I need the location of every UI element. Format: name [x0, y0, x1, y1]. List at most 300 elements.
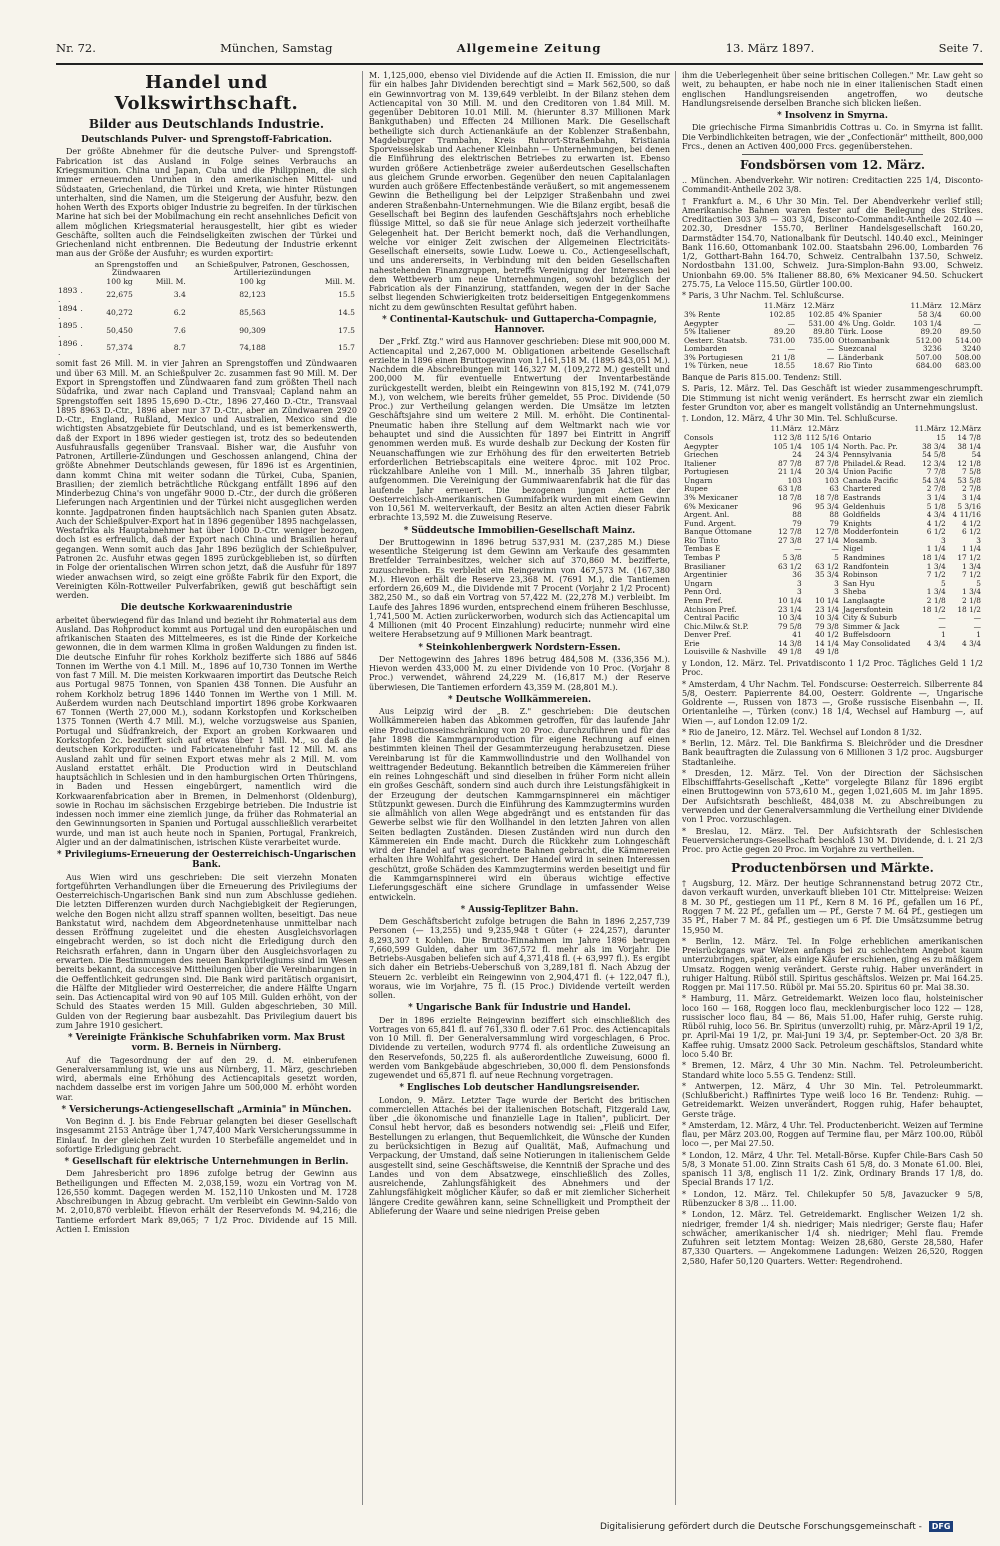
table-cell: —	[973, 318, 981, 328]
table-header: 11.März	[910, 301, 942, 311]
table-cell: Ottomanbank	[838, 335, 890, 345]
table-cell: 12 3/4	[922, 458, 946, 468]
table-cell: 53 5/8	[957, 475, 981, 485]
market-report: * London, 12. März. Tel. Chilekupfer 50 5/8, Javazucker 9 5/8, Rübenzucker 8 3/8 ... 11.00.	[682, 1189, 983, 1208]
table-cell: 79	[792, 518, 802, 528]
divider	[742, 154, 923, 155]
table-cell: 5 3/8	[782, 553, 802, 563]
table-cell: 89.20	[920, 327, 942, 337]
table-cell: 684.00	[915, 361, 942, 371]
article-paragraph: somit fast 26 Mill. M. in vier Jahren an Sprengstoffen und Zündwaaren und über 63 Mill. M. an Schießpulver 2c. zusammen fast 90 Mill. M. Der Export in Sprengstoffen und Zündwaaren fand zum größten Theil nach Südafrika, und zwar nach Capland und Transvaal; Capland nahm an Sprengstoffen seit 1895 15,690 D.-Ctr., 1896 27,460 D.-Ctr., Transvaal 1895 8963 D.-Ctr., 1896 aber nur 37 D.-Ctr., aber an Zündwaaren 2920 D.-Ctr., England, Rußland, Mexico und Australien, Mexico sind die wichtigsten Absatzgebiete für Deutschland, und es ist bemerkenswerth, daß der Export in 1896 wieder gestiegen ist, trotz des so bedeutenden Ausfuhrausfalls gegenüber Transvaal. Bisher war, die Ausfuhr von Patronen, Artillerie-Zündungen und Geschossen anlangend, China der größte Abnehmer Deutschlands gewesen, für 1896 ist es Argentinien, dann kommt China mit weiter sodann die Türkei, Cuba, Spanien, Brasilien; der ziemlich beträchtliche Rückgang entfällt 1896 auf den Minderbezug China's von ungefähr 9000 D.-Ctr., der durch die größeren Lieferungen nach Argentinien und der Türkei nicht ausgeglichen werden konnte. Jagdpatronen finden hauptsächlich nach Spanien guten Absatz. Auch der Schießpulver-Export hat in 1896 gegenüber 1895 nachgelassen, Westafrika als Hauptabnehmer hat über 1000 D.-Ctr. weniger bezogen, doch ist es erfreulich, daß der Export nach China und Brasilien herauf gegangen. Wenn somit auch das Jahr 1896 bezüglich der Schießpulver, Patronen 2c. Ausfuhr etwas gegen 1895 zurückgeblieben ist, so dürften in Folge der orientalischen Wirren schon jetzt, daß die Ausfuhr für 1897 wieder anwachsen wird, so zeigt eine größte Fabrik für den Export, die Vereinigten Köln-Rottweiler Pulverfabriken, gewiß gut beschäftigt sein werden.	[56, 359, 357, 601]
table-cell: —	[938, 613, 946, 623]
table-cell: 1 1/4	[926, 544, 946, 554]
table-cell: 87 7/8	[815, 458, 839, 468]
table-cell: 18 1/4	[922, 553, 946, 563]
article-paragraph: ihm die Ueberlegenheit über seine britischen Collegen." Mr. Law geht so weit, zu behaupten, er habe noch nie in einer italienischen Stadt einen englischen Handlungsreisenden angetroffen, wo deutsche Handlungsreisende derselben Branche sich blicken ließen.	[682, 71, 983, 108]
table-cell: 12 7/8	[815, 527, 839, 537]
table-cell: Goldfields	[842, 510, 881, 520]
table-cell: 14 3/8	[778, 638, 802, 648]
table-cell: 105 1/4	[773, 441, 802, 451]
table-cell: 10 1/4	[815, 595, 839, 605]
table-cell: 38 1/4	[957, 441, 981, 451]
article-title: * Süddeutsche Immobilien-Gesellschaft Mainz.	[403, 525, 636, 536]
table-row	[56, 305, 357, 323]
table-cell: 8.7	[173, 343, 186, 353]
table-cell: 1 3/4	[962, 561, 981, 571]
table-cell: Langlaagte	[842, 595, 885, 605]
table-cell: Consols	[684, 432, 714, 442]
table-cell: Penn Ord.	[684, 587, 722, 597]
table-cell: 1 3/4	[926, 561, 946, 571]
article-title: * Steinkohlenbergwerk Nordstern-Essen.	[418, 642, 621, 653]
table-cell: 1	[976, 630, 981, 640]
table-cell: 1% Türken, neue	[684, 361, 748, 371]
table-cell: 3% Mexicaner	[684, 493, 738, 502]
table-cell: 27 1/4	[815, 535, 839, 545]
table-cell: 6.2	[173, 308, 186, 318]
table-cell: 54 3/4	[922, 475, 946, 485]
table-cell: 2 1/8	[962, 595, 981, 605]
table-cell: —	[938, 621, 946, 631]
article-paragraph: Der „Frkf. Ztg." wird aus Hannover geschrieben: Diese mit 900,000 M. Actiencapital und 2,267,000 M. Obligationen arbeitende Gesellschaft erzielte in 1896 einen Bruttogewinn von 1,161,518 M. (1895 843,051 M.). Nachdem die Abschreibungen mit 146,327 M. (109,272 M.) gestellt und 200,000 M. für eventuelle Entwertung der Inventarbestände zurückgestellt werden, bleibt ein Reingewinn von 815,192 M. (741,079 M.), von welchem, wie bereits früher gemeldet, 55 Proc. Dividende (50 Proc.) zur Vertheilung gelangen werden. Die Umsätze im letzten Geschäftsjahre sind um weitere 2 Mill. M. erhöht. Die Continental-Pneumatic haben ihre Stellung auf dem Weltmarkt nach wie vor behauptet und sind die Aussichten für 1897 bei Eintritt in Angriff genommen werden muß. Es wurde deshalb zur Deckung der Kosten für Neuanschaffungen wie zur Erhöhung des für den erweiterten Betrieb erforderlichen Betriebscapitals eine weitere 4proc. mit 102 Proc. rückzahlbare Anleihe von 1 Mill. M., innerhalb 35 Jahren tilgbar, aufgenommen. Die Vereinigung der Gummiwaarenfabrik hat die für das laufende Jahr erneuert. Die bezogenen jungen Actien der Oesterreichisch-Amerikanischen Gummifabrik wurden mit einem Gewinn von 10,561 M. weiterverkauft, der Besitz an alten Actien dieser Fabrik erbrachte 13,592 M. die Zuweisung Reserve.	[369, 337, 670, 523]
table-cell: Argentinier	[684, 570, 728, 580]
table-cell: 10 3/4	[815, 613, 839, 623]
market-report: †. London, 12. März, 4 Uhr 30 Min. Tel. Schlußcurse.	[682, 414, 898, 424]
table-cell: 3	[796, 578, 802, 588]
table-cell: 74,188	[239, 343, 266, 353]
column-3	[682, 71, 983, 1505]
table-cell: 95 3/4	[815, 501, 839, 511]
table-row	[56, 322, 357, 340]
market-report: * Rio de Janeiro, 12. März. Tel. Wechsel auf London 8 1/32.	[682, 727, 922, 737]
table-cell: 10 1/4	[778, 595, 802, 605]
table-header: 12.März	[949, 424, 981, 434]
paris-quotes-table	[682, 302, 983, 371]
market-report: * Hamburg, 11. März. Getreidemarkt. Weizen loco flau, holsteinischer loco 160 — 168, Roggen loco flau, mecklenburgischer loco 122 — 128, russischer loco flau, 84 — 86, Mais 51.00, Hafer ruhig, Gerste ruhig. Rüböl ruhig, loco 56. Br. Spiritus (unverzollt) ruhig, pr. März-April 19 1/2, pr. April-Mai 19 1/2, pr. Mai-Juni 19 3/4, pr. September-Oct. 20 3/8 Br. Kaffee ruhig. Umsatz 2000 Sack. Petroleum geschäftslos, Standard white loco 5.40 Br.	[682, 994, 983, 1059]
table-cell: 1	[941, 630, 946, 640]
table-cell: Oesterr. Staatsb.	[684, 335, 748, 345]
table-cell: 96	[792, 501, 802, 511]
article-paragraph: Der in 1896 erzielte Reingewinn beziffert sich einschließlich des Vortrages von 65,841 fl. auf 761,330 fl. oder 7.61 Proc. des Actiencapitals von 10 Mill. fl. Der Generalversammlung wird vorgeschlagen, 6 Proc. Dividende zu verteilen, wodurch 9774 fl. als ordentliche Zuweisung an den Reservefonds, 50,225 fl. als außerordentliche Zuweisung, 6000 fl. werden vom Bankgebäude abgeschrieben, 30,000 fl. dem Pensionsfonds zugewendet und 65,871 fl. auf neue Rechnung vorgetragen.	[369, 1015, 670, 1081]
table-cell: Suezcanal	[838, 344, 877, 354]
article-paragraph: Von Beginn d. J. bis Ende Februar gelangten bei dieser Gesellschaft insgesammt 2153 Anträge über 1,747,400 Mark Versicherungssumme in Einlauf. In der gleichen Zeit wurden 10 Sterbefälle angemeldet und in sofortige Erledigung gebracht.	[56, 1117, 357, 1154]
article-paragraph: Der Bruttogewinn in 1896 betrug 537,931 M. (237,285 M.) Diese wesentliche Steigerung ist dem Gewinn am Verkaufe des gesammten Bretfelder Terrainbesitzes, welcher sich auf 370,860 M. bezifferte, zuzuschreiben. Es verbleibt ein Reingewinn von 467,573 M. (167,380 M.). Hievon erhält die Reserve 23,368 M. (7691 M.), die Tantiemen erfordern 26,609 M., die Dividende mit 7 Procent (Vorjahr 2 1/2 Procent) 382,250 M., so daß ein Vortrag von 57,422 M. (22,278 M.) verbleibt. Im Laufe des Jahres 1896 wurden, entsprechend einem früheren Beschlusse, 1,741,500 M. Actien zurückerworben, wodurch sich das Actiencapital um 4 Millionen (mit 40 Procent Einzahlung) reducirte; nunmehr wird eine weitere Herabsetzung auf 9 Millionen Mark beantragt.	[369, 537, 670, 640]
table-cell: 2 7/8	[926, 484, 946, 494]
table-cell: Griechen	[684, 450, 719, 460]
article-paragraph: arbeitet überwiegend für das Inland und bezieht ihr Rohmaterial aus dem Ausland. Das Rohproduct kommt aus Portugal und den europäischen und afrikanischen Staaten des Mittelmeeres, es ist die Rinde der Korkeiche gewonnen, die in dem warmen Klima in großen Waldungen zu finden ist. Die deutsche Einfuhr für rohes Korkholz bezifferte sich 1886 auf 5846 Tonnen im Werthe von 4.1 Mill. M., 1896 auf 10,730 Tonnen im Werthe von fast 7 Mill. M. Die meisten Korkwaaren importirt das Deutsche Reich aus Portugal 9875 Tonnen, von Spanien 438 Tonnen. Die Ausfuhr an rohem Korkholz betrug 1896 1440 Tonnen im Werthe von 1 Mill. M. Außerdem wurden nach Deutschland importirt 1896 grobe Korkwaaren 67 Tonnen (Werth 27,000 M.), sodann Korkstopfen und Korkscheiben 1375 Tonnen (Werth 4.7 Mill. M.), welche vorzugsweise aus Spanien, Portugal und Südfrankreich, der Export an groben Korkwaaren und Korkstopfen 2c. beziffert sich auf etwas über 1 Mill. M., so daß die deutschen Korkproducten- und Fabricateneinfuhr fast 12 Mill. M. ans Ausland zahlt und für seinen Export etwas mehr als 2 Mill. M. vom Ausland erstattet erhält. Die Production wird in Deutschland hauptsächlich in Schlesien und in den hamburgischen Orten Thüringens, in Baden und Hessen eingebürgert, namentlich wird die Korkwaarenfabrication aber in Bremen, in Delmenhorst (Oldenburg), sowie in Rochau im sächsischen Erzgebirge betrieben. Die Industrie ist indessen noch immer eine ziemlich junge, da früher das Rohmaterial an den Gewinnungsorten in Spanien und Portugal ausschließlich verarbeitet wurde, und man ist auch heute noch in Spanien, Portugal, Frankreich, Algier und an der dalmatinischen, istrischen Küste verarbeitet wurde.	[56, 615, 357, 847]
market-report: Banque de Paris 815.00. Tendenz: Still.	[682, 373, 842, 383]
table-cell: 3	[976, 535, 981, 545]
table-row	[682, 362, 983, 371]
table-cell: 3	[834, 587, 839, 597]
table-cell: 3% Portugiesen	[684, 352, 743, 362]
table-header: an Schießpulver, Patronen, Geschossen, Artilleriezündungen	[195, 259, 350, 278]
table-cell: Sheba	[842, 587, 867, 597]
table-cell: 35 3/4	[815, 570, 839, 580]
table-cell: 507.00	[915, 352, 942, 362]
table-cell: Nigel	[842, 544, 864, 554]
export-table	[56, 261, 357, 358]
table-cell: 508.00	[955, 352, 981, 362]
page-number: Seite 7.	[938, 41, 983, 55]
table-cell: 60.00	[959, 310, 981, 319]
table-cell: Türk. Loose	[838, 327, 883, 337]
city-day: München, Samstag	[220, 41, 333, 55]
table-header: an Sprengstoffen und Zündwaaren	[94, 259, 178, 278]
table-cell: 17 1/2	[957, 553, 981, 563]
table-cell: 79 5/8	[778, 621, 802, 631]
table-cell: 2 7/8	[962, 484, 981, 494]
table-cell: Ontario	[842, 432, 872, 442]
article-paragraph: Die griechische Firma Simanbridis Cottras u. Co. in Smyrna ist fallit. Die Verbindlichkeiten betragen, wie der „Confectionär" mittheilt, 800,000 Frcs., denen an Activen 400,000 Frcs. gegenüberstehen.	[682, 123, 983, 151]
table-header: 12.März	[803, 301, 835, 311]
table-cell: 88	[792, 510, 802, 520]
table-unit: Mill. M.	[324, 277, 355, 287]
credit-text: Digitalisierung gefördert durch die Deutsche Forschungsgemeinschaft -	[600, 1522, 922, 1532]
market-report: y London, 12. März. Tel. Privatdisconto 1 1/2 Proc. Tägliches Geld 1 1/2 Proc.	[682, 658, 983, 678]
table-cell: 4 11/16	[952, 510, 981, 520]
table-cell: 27 3/8	[778, 535, 802, 545]
article-title: Deutschlands Pulver- und Sprengstoff-Fabrication.	[81, 135, 332, 146]
table-cell: 102.85	[808, 310, 835, 319]
table-unit: 100 kg	[239, 277, 266, 287]
table-cell: 514.00	[955, 335, 981, 345]
table-cell	[841, 648, 913, 657]
table-cell: 5% Italiener	[684, 327, 731, 337]
table-cell: 1895 . .	[58, 321, 83, 340]
table-cell: 87 7/8	[778, 458, 802, 468]
table-cell: 7.6	[173, 325, 186, 335]
table-cell	[913, 648, 948, 657]
table-cell: 3	[796, 587, 802, 597]
table-cell: 40,272	[106, 308, 133, 318]
table-cell: 6 1/2	[926, 527, 946, 537]
table-cell: Rio Tinto	[684, 535, 719, 545]
table-cell: Penn Pref.	[684, 595, 723, 605]
article-title: * Insolvenz in Smyrna.	[777, 111, 888, 122]
table-cell: 1896 . .	[58, 338, 83, 357]
issue-date: 13. März 1897.	[725, 41, 815, 55]
table-cell: Jagersfontein	[842, 604, 894, 614]
table-header: 12.März	[949, 301, 981, 311]
table-cell: 735.00	[808, 335, 835, 345]
market-report: † Augsburg, 12. März. Der heutige Schrannenstand betrug 2072 Ctr., davon verkauft wurden, unverkauft blieben 101 Ctr. Mittelpreise: Weizen 8 M. 30 Pf., gestiegen um 11 Pf., Kern 8 M. 16 Pf., gefallen um 16 Pf., Roggen 7 M. 22 Pf., gefallen um — Pf., Gerste 7 M. 64 Pf., gestiegen um 35 Pf., Haber 7 M. 84 Pf., gestiegen um 6 Pf. Die Umsätzsumme betrug 15,950 M.	[682, 879, 983, 935]
table-cell: 7 1/2	[926, 570, 946, 580]
table-cell: 103	[787, 475, 802, 485]
market-report: * Berlin, 12. März. Tel. In Folge erheblichen amerikanischen Preisrückgangs war Weizen anfangs bei zu schlechtem Angebot kaum unterzubringen, später, als einige Käufer erschienen, ging es zu mäßigem Umsatz. Roggen wenig verändert. Gerste ruhig. Haber unverändert in ruhiger Haltung. Rüböl still. Spiritus geschäftslos. Weizen pr. Mai 164.25. Roggen pr. Mai 117.50. Rüböl pr. Mai 55.20. Spiritus 60 pr. Mai 38.30.	[682, 936, 983, 993]
table-cell: 3 1/4	[926, 493, 946, 502]
table-cell: 15	[936, 432, 946, 442]
column-2	[369, 71, 676, 1505]
table-cell: 88	[829, 510, 839, 520]
table-cell: Tembas E	[684, 544, 721, 554]
article-paragraph: Der Nettogewinn des Jahres 1896 betrug 484,508 M. (336,356 M.). Hievon werden 433,000 M. zu einer Dividende von 10 Proc. (Vorjahr 8 Proc.) verwendet, während 24,229 M. (16,817 M.) der Reserve überwiesen, Die Tantiemen erfordern 43,359 M. (28,801 M.).	[369, 654, 670, 692]
table-cell: Knights	[842, 518, 872, 528]
table-cell: 18 1/2	[922, 604, 946, 614]
table-cell: Atchison Pref.	[684, 604, 737, 614]
dfg-logo: DFG	[929, 1521, 954, 1532]
article-paragraph: Der größte Abnehmer für die deutsche Pulver- und Sprengstoff-Fabrication ist das Ausland in Folge seines Verbrauchs an Kriegsmunition. China und Japan, Cuba und die Philippinen, die sich immer erneuernden Unruhen in den amerikanischen Mittel- und Südstaaten, Griechenland, die Türkei und Kreta, wie hinter Rüstungen unterhalten, sind die Namen, um die Steigerung der Ausfuhr, bezw. den hohen Werth des Exports obiger Industrie zu begreifen. In der türkischen Marine hat sich bei der Mobilmachung ein recht ansehnliches Deficit von allem möglichen Kriegsmaterial herausgestellt, hier gibt es wieder Geschäfte, sollten auch die Feindseligkeiten zwischen der Türkei und Griechenland nicht entbrennen. Die Bedeutung der Industrie erkennt man aus der Größe der Ausfuhr; es wurden exportirt:	[56, 147, 357, 259]
table-unit: 100 kg	[106, 277, 133, 287]
market-report: * London, 12. März, 4 Uhr. Tel. Metall-Börse. Kupfer Chile-Bars Cash 50 5/8, 3 Monate 51.00. Zinn Straits Cash 61 5/8, do. 3 Monate 61.00. Blei, spanisch 11 3/8, englisch 11 1/2. Zink, Ordinary Brands 17 1/8, do. Special Brands 17 1/2.	[682, 1150, 983, 1188]
table-cell: 12 7/8	[778, 527, 802, 537]
table-cell: Central Pacific	[684, 613, 740, 623]
table-cell: Simmer & Jack	[842, 621, 900, 631]
table-cell: —	[831, 544, 839, 554]
table-cell: 82,123	[239, 290, 266, 300]
table-cell: Brasilianer	[684, 561, 726, 571]
article-title: * Ungarische Bank für Industrie und Handel.	[408, 1003, 631, 1014]
digitization-credit	[600, 1521, 953, 1532]
table-cell: 36	[792, 570, 802, 580]
table-cell: 89.20	[773, 327, 796, 337]
masthead: Allgemeine Zeitung	[456, 41, 602, 55]
table-header: 11.März	[763, 301, 796, 311]
table-cell: Philadel.& Read.	[842, 458, 906, 468]
table-cell: 7 5/8	[962, 467, 981, 477]
page-header	[56, 41, 983, 65]
table-cell: Ungarn	[684, 475, 713, 485]
table-cell: 4 3/4	[926, 510, 946, 520]
article-title: * Continental-Kautschuk- und Guttapercha-Compagnie, Hannover.	[382, 314, 657, 336]
table-cell: 54 5/8	[922, 450, 946, 460]
table-cell: Aegypter	[684, 318, 719, 328]
table-cell: 1 3/4	[926, 587, 946, 597]
table-cell: 4 3/4	[926, 638, 946, 648]
table-cell: 24 3/4	[815, 450, 839, 460]
article-title: * Gesellschaft für elektrische Unternehmungen in Berlin.	[64, 1157, 349, 1168]
table-cell: 63	[829, 484, 839, 494]
market-report: .. München. Abendverkehr. Wir notiren: Creditactien 225 1/4, Disconto-Commandit-Antheile 202 3/8.	[682, 175, 983, 195]
table-cell: Länderbank	[838, 352, 884, 362]
table-cell: 1 3/4	[962, 587, 981, 597]
table-cell: 4% Spanier	[838, 310, 882, 319]
table-cell: —	[787, 318, 796, 328]
table-cell: 18 7/8	[778, 493, 802, 502]
table-cell: 18.55	[773, 361, 796, 371]
table-cell: 79 3/8	[815, 621, 839, 631]
table-cell: May Consolidated	[842, 638, 911, 648]
table-cell: 5	[834, 553, 839, 563]
table-cell: Buffelsdoorn	[842, 630, 891, 640]
table-cell: 23 1/4	[815, 604, 839, 614]
table-cell: 23 1/4	[778, 604, 802, 614]
table-cell: 3% Rente	[684, 310, 721, 319]
table-cell: 58 3/4	[918, 310, 942, 319]
table-cell: 20 3/4	[815, 467, 839, 477]
table-cell	[948, 648, 983, 657]
table-row	[682, 648, 983, 657]
table-cell: Portugiesen	[684, 467, 729, 477]
table-cell: Aegypter	[684, 441, 719, 451]
table-cell: 12 1/8	[957, 458, 981, 468]
table-unit: Mill. M.	[155, 277, 186, 287]
market-report: * Paris, 3 Uhr Nachm. Tel. Schlußcurse.	[682, 291, 844, 301]
table-cell: 14 7/8	[957, 432, 981, 442]
table-cell: —	[973, 621, 981, 631]
newspaper-page	[56, 41, 983, 1507]
table-cell: 4 1/2	[926, 518, 946, 528]
table-cell: Union Pacific	[842, 467, 893, 477]
table-cell: 112 3/8	[773, 432, 802, 442]
table-cell: 17.5	[338, 325, 355, 335]
table-cell: 63 1/2	[815, 561, 839, 571]
table-cell: Ungarn	[684, 578, 713, 588]
table-cell: 63 1/8	[778, 484, 802, 494]
table-cell: 7 1/2	[962, 570, 981, 580]
table-cell: 6% Mexicaner	[684, 501, 738, 511]
table-cell: 18.67	[813, 361, 835, 371]
table-cell: 22,675	[106, 290, 133, 300]
table-cell: 683.00	[955, 361, 981, 371]
table-cell: —	[826, 344, 835, 354]
article-title: * Vereinigte Fränkische Schuhfabriken vorm. Max Brust vorm. B. Berneis in Nürnberg.	[67, 1033, 345, 1054]
table-cell: 5	[941, 578, 946, 588]
table-cell: Lombarden	[684, 344, 727, 354]
table-row	[56, 340, 357, 358]
divider	[742, 857, 923, 858]
table-cell: Geldenhuis	[842, 501, 885, 511]
article-title: * Englisches Lob deutscher Handlungsreisender.	[399, 1083, 640, 1094]
market-report: * Bremen, 12. März, 4 Uhr 30 Min. Nachm. Tel. Petroleumbericht. Standard white loco 5.55 G. Tendenz: Still.	[682, 1061, 983, 1080]
table-cell: 731.00	[769, 335, 796, 345]
table-cell: 512.00	[915, 335, 942, 345]
table-cell: 102.85	[769, 310, 796, 319]
table-cell: Robinson	[842, 570, 878, 580]
market-report: * Breslau, 12. März. Tel. Der Aufsichtsrath der Schlesischen Feuerversicherungs-Gesellschaft beschloß 130 M. Dividende, d. i. 21 2/3 Proc. pro Actie gegen 20 Proc. im Vorjahre zu vertheilen.	[682, 826, 983, 855]
table-cell: 3240	[962, 344, 981, 354]
table-cell: 89.50	[959, 327, 981, 337]
article-paragraph: Aus Leipzig wird der „B. Z." geschrieben: Die deutschen Wollkämmereien haben das Abkommen getroffen, für das laufende Jahr eine Productionseinschränkung von 20 Proc. durchzuführen und für das Jahr 1898 die Kammgarnproduction für eigene Rechnung auf einen bestimmten kleinen Theil der Gesammterzeugung herabzusetzen. Diese Vereinbarung ist für die Kammwollindustrie und den Wollhandel von weittragender Bedeutung. Bekanntlich betreiben die Kämmereien früher ein reines Lohngeschäft und sind dieselben in früher Form nicht allein ein großes Geschäft, sondern sind auch durch ihre Leistungsfähigkeit in der Erzeugung der deutschen Kammgarnspinnerei ein mächtiger Stützpunkt gewesen. Durch die Einführung des Kammzugtermins wurden sie allmählich von allen Wege abgedrängt und es entstanden für das Gewerbe selbst wie für den Wollhandel in den letzten Jahren von allen Seiten bedlagten Zuständen. Diesen Zuständen wird nun durch den Kämmereien ein Ende macht. Durch die Rückkehr zum Lohngeschäft wird der Handel auf was geordnete Bahnen gebracht, die Kämmereien erhalten ihre Wohlfahrt gesichert. Der Handel wird in seinen Interessen geschützt, große Schäden des Kammzugtermins werden beseitigt und für die Kammgarnspinnerei wird ein überaus wichtige effective Lieferungsgeschäft eine sichere Grundlage in umfassender Weise entwickeln.	[369, 707, 670, 902]
market-report: * Amsterdam, 12. März, 4 Uhr. Tel. Productenbericht. Weizen auf Termine flau, per März 203.00, Roggen auf Termine flau, per März 100.00, Rüböl loco —, per Mai 27.50.	[682, 1120, 983, 1149]
table-cell: Tembas P	[684, 553, 720, 563]
table-cell: Rupee	[684, 484, 708, 494]
table-cell: 1 1/4	[962, 544, 981, 554]
table-cell: 18 7/8	[815, 493, 839, 502]
section-title: Handel und Volkswirthschaft.	[114, 72, 299, 114]
table-cell: 85,563	[239, 308, 266, 318]
table-cell: —	[826, 352, 835, 362]
market-report: * London, 12. März. Tel. Getreidemarkt. Englischer Weizen 1/2 sh. niedriger, fremder 1/4 sh. niedriger; Mais niedriger; Gerste flau; Hafer schwächer, amerikanischer 1/4 sh. niedriger; Mehl flau. Fremde Zufuhren seit letztem Montag: Weizen 28,680, Gerste 28,580, Hafer 87,330 Quarters. — Angekommene Ladungen: Weizen 26,520, Roggen 2,580, Hafer 50,120 Quarters. Wetter: Regendrohend.	[682, 1210, 983, 1266]
table-cell: 10 3/4	[778, 613, 802, 623]
table-cell: Modderfontein	[842, 527, 899, 537]
table-cell: Canada Pacific	[842, 475, 899, 485]
table-cell: 3 1/4	[962, 493, 981, 502]
table-cell: 14.5	[338, 308, 355, 318]
table-cell: Denver Pref.	[684, 630, 732, 640]
table-row	[56, 287, 357, 305]
table-cell: 24	[792, 450, 802, 460]
table-cell: Rio Tinto	[838, 361, 873, 371]
table-cell: 89.80	[813, 327, 835, 337]
table-cell: 4 3/4	[962, 638, 981, 648]
table-cell: 41	[792, 630, 802, 640]
table-cell: Randfontein	[842, 561, 889, 571]
table-cell: 14 1/4	[815, 638, 839, 648]
table-cell: 90,309	[239, 325, 266, 335]
table-cell: —	[787, 344, 796, 354]
market-report: * Amsterdam, 4 Uhr Nachm. Tel. Fondscurse: Oesterreich. Silberrente 84 5/8, Oesterr. Papierrente 84.00, Oesterr. Goldrente —, Ungarische Goldrente —, Russen von 1873 —, Große russische Eisenbahn —, II. Orientanleihe —, Türken (conv.) 18 1/4, Wechsel auf Hamburg —, auf Wien —, auf London 12.09 1/2.	[682, 679, 983, 726]
table-cell: 49 1/8	[778, 647, 802, 657]
table-cell: 3	[834, 578, 839, 588]
article-paragraph: M. 1,125,000, ebenso viel Dividende auf die Actien II. Emission, die nur für ein halbes Jahr Dividenden berechtigt sind = Mark 562,500, so daß ein Gewinnvortrag von M. 139,649 verbleibt. In der Bilanz stehen dem Actiencapital von 30 Mill. M. und den Creditoren von 1.84 Mill. M. gegenüber Debitoren 10.01 Mill. M. (hierunter 8.37 Millionen Mark Bankguthaben) und Effecten 24 Millionen Mark. Die Gesellschaft betheiligte sich durch Actienankäufe an der Koblenzer Straßenbahn, Magdeburger Trambahn, Kreis Ruhrort-Straßenbahn, Kristiania Sporveisselskab und Aachener Kleinbahn — Unternehmungen, bei denen die Einführung des elektrischen Betriebes zu erwarten ist. Ebenso wurden größere Actienbeträge zweier außerdeutschen Gesellschaften aus gleichem Grunde erworben. Gegenüber den neuen Capitalanlagen wurden auch größere Effectenbestände veräußert, so mit angemessenem Gewinn die Betheiligung bei der Leipziger Straßenbahn und zwei anderen Straßenbahn-Unternehmungen. Wie die Bilanz ergibt, besaß die Gesellschaft bei Beginn des laufenden Geschäftsjahrs noch erhebliche flüssige Mittel, so daß sie für neue Anlage sich jederzeit vortheilhafte Gelegenheit hat. Der Bericht bemerkt noch, daß die Verhandlungen, welche vor einiger Zeit zwischen der Allgemeinen Electricitäts-Gesellschaft einerseits, sowie Ludw. Loewe u. Co., Actiengesellschaft, und uns andererseits, in Verbindung mit den beiden Gesellschaften nahestehenden Finanzgruppen, betreffs Vereinigung der Interessen bei dem Wettbewerb um neue Unternehmungen, sowohl bezüglich der Fabrication als der Finanzirung, stattfanden, wegen der in der Sache selbst liegenden Schwierigkeiten trotz beiderseitigen Entgegenkommens nicht zu dem gewünschten Resultat geführt haben.	[369, 71, 670, 312]
article-title: * Deutsche Wollkämmereien.	[447, 695, 592, 706]
table-cell: 5 3/16	[957, 501, 981, 511]
table-header: 11.März	[914, 424, 946, 434]
market-report: † Frankfurt a. M., 6 Uhr 30 Min. Tel. Der Abendverkehr verlief still; Amerikanische Bahnen waren fester auf die Beilegung des Strikes. Creditactien 303 3/8 — 303 3/4, Disconto-Commandit-Antheile 202.40 — 202.30, Dresdner 155.70, Berliner Handelsgesellschaft 160.20, Darmstädter 154.70, Nationalbank für Deutschl. 140.40 excl., Meininger Bank 116.60, Ottomanbank 102.00. Staatsbahn 296.00, Lombarden 76 1/2, Gotthart-Bahn 164.70, Schweiz. Centralbahn 137.50, Schweiz. Nordostbahn 131.00, Schweiz. Jura-Simplon-Bahn 93.00, Schweiz. Unionbahn 69.00. 5% Italiener 88.80, 6% Mexicaner 94.50. Schuckert 275.75, La Veloce 115.50, Gürtler 100.00.	[682, 196, 983, 289]
london-quotes-table	[682, 425, 983, 657]
article-title: * Versicherungs-Actiengesellschaft „Arminia" in München.	[61, 1104, 352, 1115]
table-cell: 1894 . .	[58, 303, 83, 322]
table-cell: 15.7	[338, 343, 355, 353]
table-cell: Louisville & Nashville	[684, 647, 767, 657]
table-cell: 21 1/8	[771, 352, 796, 362]
article-paragraph: Dem Jahresbericht pro 1896 zufolge betrug der Gewinn aus Betheiligungen und Effecten M. 2,038,159, wozu ein Vortrag von M. 126,550 kommt. Dagegen werden M. 152,110 Unkosten und M. 1728 Abschreibungen in Abzug gebracht. Um verbleibt ein Gewinn-Saldo von M. 2,010,870 verbleibt. Hievon erhält der Reservefonds M. 94,216; die Tantieme erfordert Mark 89,065; 7 1/2 Proc. Dividende auf 15 Mill. Actien I. Emission	[56, 1169, 357, 1234]
table-cell: 105 1/4	[810, 441, 839, 451]
issue-number: Nr. 72.	[56, 41, 96, 55]
table-cell: 18 1/2	[957, 604, 981, 614]
table-cell: Mosamb.	[842, 535, 878, 545]
table-cell: 38 3/4	[922, 441, 946, 451]
article-title: * Privilegiums-Erneuerung der Oesterreichisch-Ungarischen Bank.	[57, 850, 356, 871]
table-cell: San Hyu	[842, 578, 875, 588]
table-cell: 3236	[922, 344, 942, 354]
table-cell: 1893 . .	[58, 286, 83, 304]
table-cell: City & Suburb	[842, 613, 897, 623]
table-cell: Banque Ottomane	[684, 527, 752, 537]
table-cell: 63 1/2	[778, 561, 802, 571]
table-cell: 40 1/2	[815, 630, 839, 640]
table-cell: 4 1/2	[962, 518, 981, 528]
table-cell: North. Pac. Pr.	[842, 441, 898, 451]
table-cell: 2 1/8	[926, 595, 946, 605]
column-1	[56, 71, 363, 1505]
table-cell: Argent. Anl.	[684, 510, 730, 520]
products-title: Productenbörsen und Märkte.	[731, 861, 934, 876]
table-cell: 3.4	[173, 290, 186, 300]
table-cell: Erie	[684, 638, 700, 648]
table-cell: 112 5/16	[805, 432, 839, 442]
table-cell: 103 1/4	[913, 318, 942, 328]
table-cell: 3	[941, 535, 946, 545]
table-cell: —	[973, 613, 981, 623]
article-title: Die deutsche Korkwaarenindustrie	[120, 603, 293, 614]
table-cell: 57,374	[106, 343, 133, 353]
table-header: 11.März	[770, 424, 802, 434]
table-cell: Chartered	[842, 484, 882, 494]
table-cell: 103	[824, 475, 839, 485]
table-cell: Eastrands	[842, 493, 881, 502]
market-report: * Dresden, 12. März. Tel. Von der Direction der Sächsischen Elbschifffahrts-Gesellschaft „Kette" vorgelegte Bilanz für 1896 ergibt einen Bruttogewinn von 573,610 M., gegen 1,021,605 M. im Jahr 1895. Der Aufsichtsrath beschließt, 484,038 M. zu Abschreibungen zu verwenden und der Generalversammlung die Vertheilung einer Dividende von 1 Proc. vorzuschlagen.	[682, 768, 983, 825]
table-cell: 21 1/4	[778, 467, 802, 477]
table-cell: Italiener	[684, 458, 717, 468]
table-cell	[56, 261, 85, 279]
table-cell: Fund. Argent.	[684, 518, 737, 528]
table-cell: Chic.Milw.& St.P.	[684, 621, 749, 631]
table-row	[682, 571, 983, 580]
table-cell: 5 1/8	[926, 501, 946, 511]
article-title: * Aussig-Teplitzer Bahn.	[460, 904, 579, 915]
table-cell: 6 1/2	[962, 527, 981, 537]
table-cell: 7 7/8	[926, 467, 946, 477]
article-paragraph: Dem Geschäftsbericht zufolge betrugen die Bahn in 1896 2,257,739 Personen (— 13,255) und 9,235,948 t Güter (+ 224,257), darunter 8,293,307 t Kohlen. Die Brutto-Einnahmen im Jahre 1896 betrugen 7,660,599 Gulden, daher um 367,572 fl. mehr als im Vorjahr. Die Betriebs-Ausgaben beliefen sich auf 4,371,418 fl. (+ 63,997 fl.). Es ergibt sich daher ein Betriebs-Ueberschuß von 3,289,181 fl. Nach Abzug der Steuern 2c. verbleibt ein Reingewinn von 2,904,471 fl. (+ 122,047 fl.), woraus, wie im Vorjahre, 75 fl. (15 Proc.) Dividende verteilt werden sollen.	[369, 917, 670, 1001]
table-cell: 5	[976, 578, 981, 588]
table-cell: 49 1/8	[815, 647, 839, 657]
table-cell: —	[794, 544, 802, 554]
fonds-title: Fondsbörsen vom 12. März.	[739, 158, 926, 173]
table-cell: 15.5	[338, 290, 355, 300]
article-paragraph: Auf die Tagesordnung der auf den 29. d. M. einberufenen Generalversammlung ist, wie uns aus Nürnberg, 11. März, geschrieben wird, abermals eine Erhöhung des Actiencapitals gesetzt worden, nachdem dasselbe erst im vorigen Jahre um 500,000 M. erhöht worden war.	[56, 1055, 357, 1102]
